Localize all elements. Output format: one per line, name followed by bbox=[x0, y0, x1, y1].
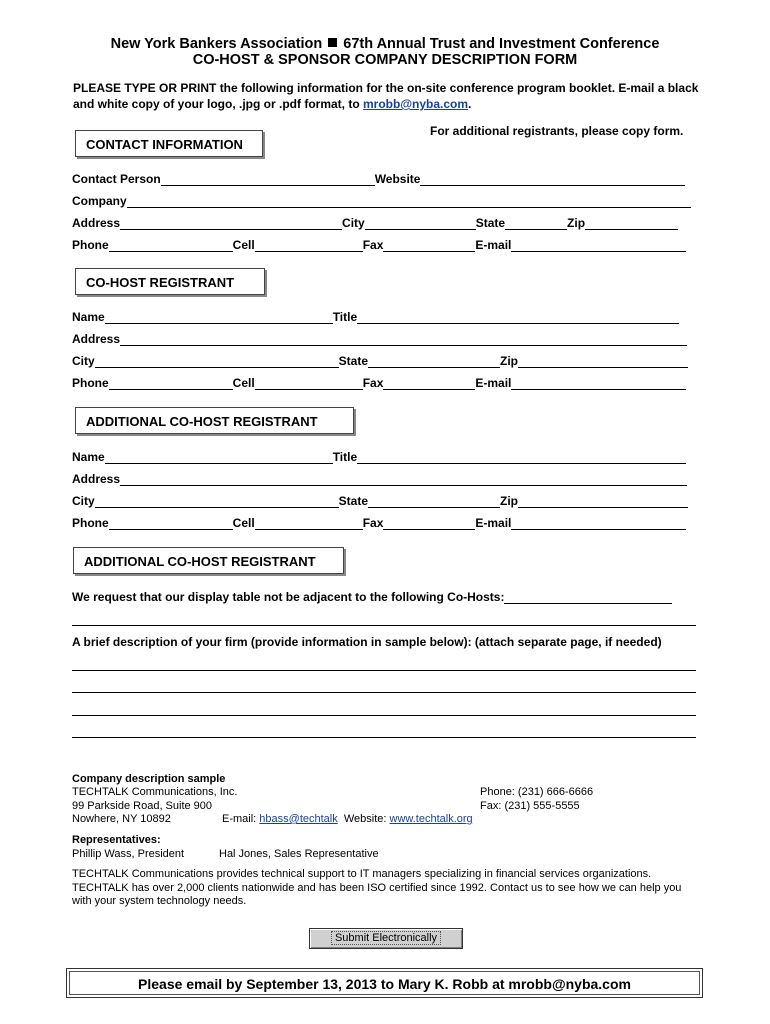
cohost-row-4: Phone Cell Fax E-mail bbox=[72, 376, 686, 390]
sample-heading: Company description sample bbox=[72, 773, 226, 785]
form-subtitle: CO-HOST & SPONSOR COMPANY DESCRIPTION FORM bbox=[192, 52, 578, 68]
additional-row-4: Phone Cell Fax E-mail bbox=[72, 516, 686, 530]
additional-row-3: City State Zip bbox=[72, 494, 688, 508]
cohost-row-1: Name Title bbox=[72, 310, 679, 324]
contact-row-4: Phone Cell Fax E-mail bbox=[72, 238, 686, 252]
cohost-row-3: City State Zip bbox=[72, 354, 688, 368]
sample-website-link[interactable]: www.techtalk.org bbox=[389, 813, 473, 825]
contact-zip-field[interactable] bbox=[585, 217, 678, 230]
cohost-row-2: Address bbox=[72, 332, 687, 346]
adjacent-cohosts-line[interactable] bbox=[72, 625, 696, 626]
additional-name-field[interactable] bbox=[105, 451, 333, 464]
cohost-state-field[interactable] bbox=[368, 355, 500, 368]
additional-email-field[interactable] bbox=[511, 517, 686, 530]
additional-state-field[interactable] bbox=[368, 495, 500, 508]
description-prompt: A brief description of your firm (provide information in sample below): (attach separate page, if needed) bbox=[72, 635, 662, 649]
additional-phone-field[interactable] bbox=[109, 517, 233, 530]
additional-registrants-note: For additional registrants, please copy form. bbox=[430, 124, 684, 138]
website-field[interactable] bbox=[420, 173, 685, 186]
cohost-phone-field[interactable] bbox=[109, 377, 233, 390]
additional-fax-field[interactable] bbox=[383, 517, 475, 530]
additional-cohost-heading-2: ADDITIONAL CO-HOST REGISTRANT bbox=[73, 547, 344, 574]
additional-cell-field[interactable] bbox=[255, 517, 363, 530]
cohost-title-field[interactable] bbox=[357, 311, 679, 324]
submit-electronically-button[interactable]: Submit Electronically bbox=[309, 928, 463, 949]
cohost-fax-field[interactable] bbox=[383, 377, 475, 390]
contact-information-heading: CONTACT INFORMATION bbox=[75, 130, 263, 157]
contact-phone-field[interactable] bbox=[109, 239, 233, 252]
contact-state-field[interactable] bbox=[505, 217, 567, 230]
sample-email-link[interactable]: hbass@techtalk bbox=[259, 813, 338, 825]
additional-cohost-heading: ADDITIONAL CO-HOST REGISTRANT bbox=[75, 407, 354, 434]
contact-row-3: Address City State Zip bbox=[72, 216, 678, 230]
additional-title-field[interactable] bbox=[357, 451, 686, 464]
additional-row-1: Name Title bbox=[72, 450, 686, 464]
additional-city-field[interactable] bbox=[95, 495, 339, 508]
form-title: New York Bankers Association 67th Annual Trust and Investment Conference bbox=[110, 36, 660, 52]
adjacent-request-row: We request that our display table not be adjacent to the following Co-Hosts: bbox=[72, 590, 672, 604]
cohost-city-field[interactable] bbox=[95, 355, 339, 368]
sample-rep-1: Phillip Wass, President bbox=[72, 848, 185, 860]
contact-row-2: Company bbox=[72, 194, 691, 208]
square-bullet-icon bbox=[328, 38, 337, 47]
sample-contact-line: E-mail: hbass@techtalk Website: www.techtalk.org bbox=[222, 813, 473, 825]
sample-company: TECHTALK Communications, Inc. bbox=[72, 786, 238, 798]
additional-row-2: Address bbox=[72, 472, 687, 486]
instructions-email-link[interactable]: mrobb@nyba.com bbox=[363, 97, 469, 111]
footer-deadline: Please email by September 13, 2013 to Mary K. Robb at mrobb@nyba.com bbox=[66, 968, 703, 998]
description-line-3[interactable] bbox=[72, 715, 696, 716]
cohost-email-field[interactable] bbox=[511, 377, 686, 390]
contact-address-field[interactable] bbox=[120, 217, 342, 230]
sample-fax: Fax: (231) 555-5555 bbox=[480, 800, 580, 812]
instructions: PLEASE TYPE OR PRINT the following information for the on-site conference program booklet. E-mail a black and white copy of your logo, .jpg or .pdf format, to mrobb@nyba.com. bbox=[73, 81, 699, 111]
additional-address-field[interactable] bbox=[120, 473, 687, 486]
sample-citystate: Nowhere, NY 10892 bbox=[72, 813, 171, 825]
additional-zip-field[interactable] bbox=[518, 495, 688, 508]
contact-email-field[interactable] bbox=[511, 239, 686, 252]
sample-paragraph: TECHTALK Communications provides technical support to IT managers specializing in financial services organizations. TECHTALK has over 2,000 clients nationwide and has been ISO certified since 1992. Contact us to see how we can help you with your system technology needs. bbox=[72, 868, 682, 907]
cohost-address-field[interactable] bbox=[120, 333, 687, 346]
contact-person-field[interactable] bbox=[161, 173, 375, 186]
contact-city-field[interactable] bbox=[365, 217, 476, 230]
description-line-1[interactable] bbox=[72, 670, 696, 671]
contact-row-1: Contact Person Website bbox=[72, 172, 685, 186]
cohost-name-field[interactable] bbox=[105, 311, 333, 324]
description-line-2[interactable] bbox=[72, 692, 696, 693]
cohost-zip-field[interactable] bbox=[518, 355, 688, 368]
description-line-4[interactable] bbox=[72, 737, 696, 738]
sample-reps-heading: Representatives: bbox=[72, 834, 161, 846]
sample-rep-2: Hal Jones, Sales Representative bbox=[219, 848, 379, 860]
company-field[interactable] bbox=[127, 195, 691, 208]
cohost-cell-field[interactable] bbox=[255, 377, 363, 390]
contact-cell-field[interactable] bbox=[255, 239, 363, 252]
contact-fax-field[interactable] bbox=[383, 239, 475, 252]
cohost-registrant-heading: CO-HOST REGISTRANT bbox=[75, 268, 265, 295]
sample-street: 99 Parkside Road, Suite 900 bbox=[72, 800, 213, 812]
adjacent-cohosts-field[interactable] bbox=[504, 591, 672, 604]
sample-phone: Phone: (231) 666-6666 bbox=[480, 786, 594, 798]
